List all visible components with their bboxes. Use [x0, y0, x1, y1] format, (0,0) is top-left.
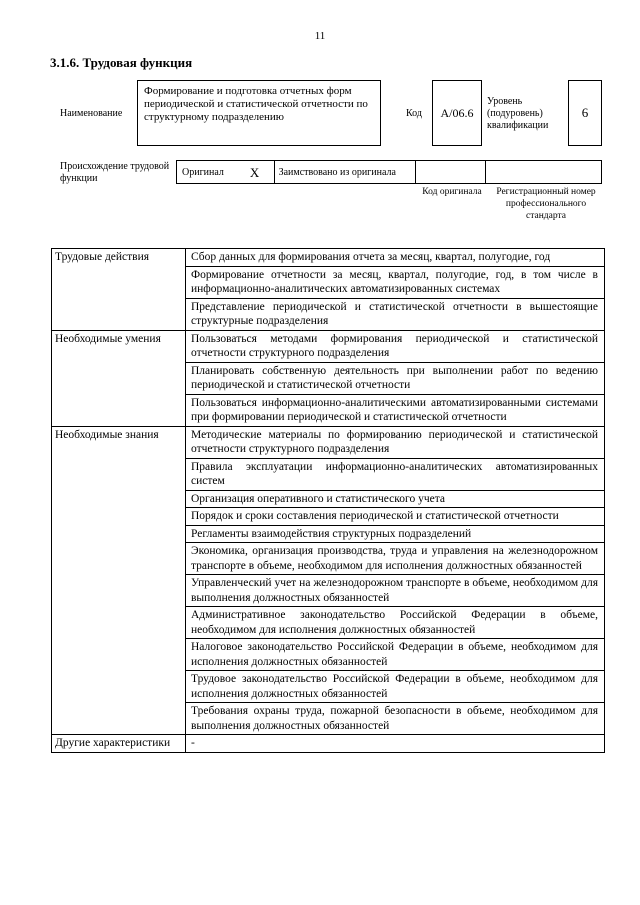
page-number: 11: [314, 30, 326, 42]
original-mark: X: [249, 164, 260, 180]
name-label: Наименование: [60, 108, 123, 119]
original-label: Оригинал: [182, 166, 224, 178]
section-item: Регламенты взаимодействия структурных подразделений: [186, 525, 605, 543]
section-item: Пользоваться методами формирования периодической и статистической отчетности структурного подразделения: [186, 330, 605, 362]
code-original-cell: [416, 161, 486, 183]
section-item: Трудовое законодательство Российской Федерации в объеме, необходимом для исполнения должностных обязанностей: [186, 671, 605, 703]
section-item: Управленческий учет на железнодорожном транспорте в объеме, необходимом для выполнения должностных обязанностей: [186, 575, 605, 607]
section-item: Требования охраны труда, пожарной безопасности в объеме, необходимом для выполнения должностных обязанностей: [186, 703, 605, 735]
function-name-box: [137, 80, 381, 146]
origin-row: [176, 160, 602, 184]
section-heading: Другие характеристики: [52, 735, 186, 753]
function-name-value: Формирование и подготовка отчетных форм периодической и статистической отчетности по структурному подразделению: [144, 85, 368, 123]
table-row: [52, 426, 605, 458]
code-box: [432, 80, 482, 146]
reg-number-caption: Регистрационный номер профессионального стандарта: [496, 187, 596, 221]
section-item: Формирование отчетности за месяц, квартал, полугодие, год, в том числе в информационно-аналитических автоматизированных системах: [186, 266, 605, 298]
section-item: Сбор данных для формирования отчета за месяц, квартал, полугодие, год: [186, 249, 605, 267]
section-item: Организация оперативного и статистического учета: [186, 490, 605, 508]
section-heading: Необходимые знания: [52, 426, 186, 735]
section-item: Административное законодательство Российской Федерации в объеме, необходимом для исполнения должностных обязанностей: [186, 607, 605, 639]
reg-number-cell: [486, 161, 601, 183]
section-item: Экономика, организация производства, труда и управления на железнодорожном транспорте в объеме, необходимом для исполнения должностных обязанностей: [186, 543, 605, 575]
code-label: Код: [406, 108, 422, 119]
section-item: Пользоваться информационно-аналитическими автоматизированными системами при формировании периодической и статистической отчетности: [186, 394, 605, 426]
function-details-table: [51, 248, 605, 753]
level-box: [568, 80, 602, 146]
borrowed-cell: [275, 161, 416, 183]
code-value: A/06.6: [440, 105, 474, 120]
code-original-caption: Код оригинала: [422, 187, 482, 197]
borrowed-label: Заимствовано из оригинала: [278, 166, 396, 178]
section-item: -: [186, 735, 605, 753]
section-heading: Необходимые умения: [52, 330, 186, 426]
section-item: Представление периодической и статистической отчетности в вышестоящие структурные подразделения: [186, 298, 605, 330]
level-label: Уровень (подуровень) квалификации: [487, 96, 549, 131]
table-row: [52, 330, 605, 362]
section-heading: Трудовые действия: [52, 249, 186, 331]
table-row: [52, 735, 605, 753]
section-title: 3.1.6. Трудовая функция: [50, 55, 193, 70]
section-item: Порядок и сроки составления периодической и статистической отчетности: [186, 508, 605, 526]
origin-label: Происхождение трудовой функции: [60, 161, 170, 184]
section-item: Налоговое законодательство Российской Федерации в объеме, необходимом для исполнения должностных обязанностей: [186, 639, 605, 671]
section-item: Планировать собственную деятельность при выполнении работ по ведению периодической и статистической отчетности: [186, 362, 605, 394]
original-cell: [177, 161, 275, 183]
section-item: Правила эксплуатации информационно-аналитических автоматизированных систем: [186, 458, 605, 490]
table-row: [52, 249, 605, 267]
level-value: 6: [581, 105, 589, 120]
section-item: Методические материалы по формированию периодической и статистической отчетности структурного подразделения: [186, 426, 605, 458]
